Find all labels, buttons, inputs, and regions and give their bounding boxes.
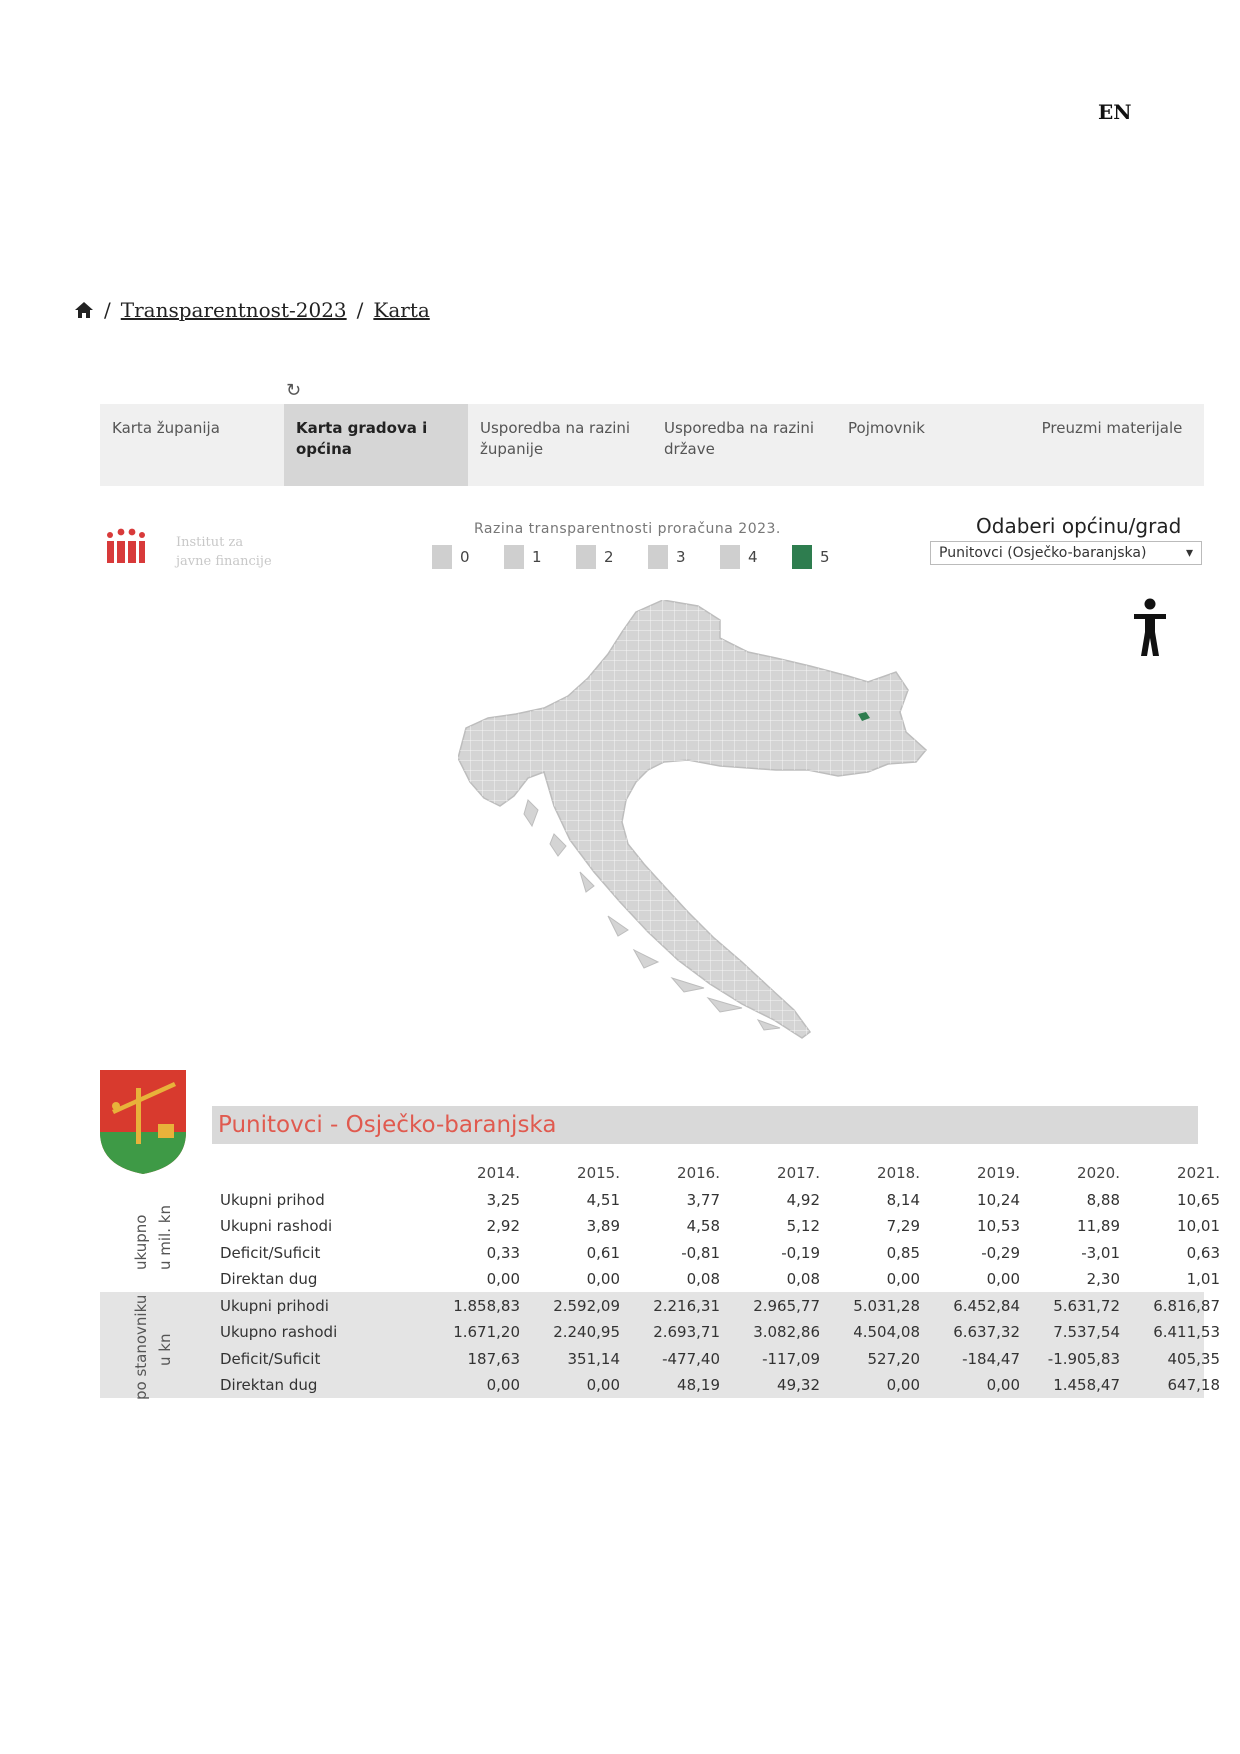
table-cell: 2.240,95 [553,1323,620,1342]
table-cell: 11,89 [1077,1217,1120,1236]
table-row [210,1240,1220,1267]
year-header: 2014. [477,1164,520,1183]
table-cell: 527,20 [867,1349,920,1368]
table-cell: 0,33 [486,1243,520,1262]
breadcrumb-link-transparentnost[interactable]: Transparentnost-2023 [120,298,347,322]
table-cell: 5.031,28 [853,1296,920,1315]
table-cell: 2.693,71 [653,1323,720,1342]
institute-name [176,533,272,571]
municipality-title: Punitovci - Osječko-baranjska [212,1106,1198,1144]
table-row [210,1187,1220,1214]
table-row [210,1266,1220,1293]
table-cell: 3.082,86 [753,1323,820,1342]
legend-label: 4 [748,548,758,566]
legend [432,545,864,569]
table-cell: 4,92 [786,1190,820,1209]
table-cell: 0,85 [886,1243,920,1262]
legend-item-4[interactable] [720,545,792,569]
year-header: 2016. [677,1164,720,1183]
table-cell: 6.637,32 [953,1323,1020,1342]
row-label: Ukupni rashodi [220,1217,333,1236]
coat-of-arms [100,1070,186,1174]
tab-karta-zupanija[interactable]: Karta županija [112,419,220,437]
legend-item-1[interactable] [504,545,576,569]
table-header-row [210,1160,1220,1187]
table-cell: 7.537,54 [1053,1323,1120,1342]
legend-swatch [792,545,812,569]
accessibility-icon[interactable] [1132,598,1168,658]
table-cell: 3,89 [586,1217,620,1236]
table-cell: 2.216,31 [653,1296,720,1315]
table-cell: 405,35 [1167,1349,1220,1368]
legend-swatch [576,545,596,569]
breadcrumb [74,298,430,322]
table-cell: 10,01 [1177,1217,1220,1236]
table-cell: 0,00 [886,1270,920,1289]
table-cell: 10,24 [977,1190,1020,1209]
table-cell: 49,32 [777,1376,820,1395]
year-header: 2021. [1177,1164,1220,1183]
municipality-select-value: Punitovci (Osječko-baranjska) [939,545,1147,561]
table-cell: 5,12 [786,1217,820,1236]
table-cell: 2,30 [1086,1270,1120,1289]
row-label: Ukupno rashodi [220,1323,338,1342]
table-cell: 10,53 [977,1217,1020,1236]
table-cell: 6.411,53 [1153,1323,1220,1342]
row-label: Direktan dug [220,1270,318,1289]
language-switch[interactable]: EN [1098,100,1132,124]
table-cell: 2.592,09 [553,1296,620,1315]
legend-label: 2 [604,548,614,566]
croatia-map[interactable] [458,600,948,1080]
selector-title: Odaberi općinu/grad [976,514,1182,538]
legend-label: 0 [460,548,470,566]
table-cell: 4,58 [686,1217,720,1236]
breadcrumb-separator: / [356,298,364,322]
table-cell: -477,40 [662,1349,720,1368]
table-cell: 2.965,77 [753,1296,820,1315]
year-header: 2019. [977,1164,1020,1183]
table-cell: 7,29 [886,1217,920,1236]
legend-item-5[interactable] [792,545,864,569]
breadcrumb-link-karta[interactable]: Karta [373,298,430,322]
table-cell: 8,88 [1086,1190,1120,1209]
year-header: 2018. [877,1164,920,1183]
table-cell: 4.504,08 [853,1323,920,1342]
table-cell: -1.905,83 [1047,1349,1120,1368]
year-header: 2017. [777,1164,820,1183]
table-cell: 0,00 [586,1270,620,1289]
legend-swatch [720,545,740,569]
table-cell: 0,08 [786,1270,820,1289]
legend-swatch [432,545,452,569]
legend-label: 3 [676,548,686,566]
legend-swatch [504,545,524,569]
row-label: Direktan dug [220,1376,318,1395]
home-icon[interactable] [74,301,94,319]
tab-bar [100,404,1204,486]
row-label: Deficit/Suficit [220,1349,321,1368]
institute-logo [106,528,146,568]
row-label: Ukupni prihodi [220,1296,329,1315]
table-cell: 10,65 [1177,1190,1220,1209]
municipality-select[interactable] [930,541,1202,565]
year-header: 2020. [1077,1164,1120,1183]
table-cell: 8,14 [886,1190,920,1209]
tab-pojmovnik[interactable]: Pojmovnik [848,419,925,437]
table-cell: 647,18 [1167,1376,1220,1395]
table-cell: 1.458,47 [1053,1376,1120,1395]
table-cell: -117,09 [762,1349,820,1368]
financial-table [210,1160,1220,1399]
table-cell: -0,81 [681,1243,720,1262]
table-cell: 1.858,83 [453,1296,520,1315]
table-cell: 0,00 [586,1376,620,1395]
tab-karta-gradova[interactable]: Karta gradova i općina [284,404,468,486]
institute-name-line1: Institut za [176,535,244,550]
table-row [210,1213,1220,1240]
table-cell: 0,00 [486,1376,520,1395]
legend-item-0[interactable] [432,545,504,569]
year-header: 2015. [577,1164,620,1183]
legend-swatch [648,545,668,569]
tab-usporedba-zupanije[interactable]: Usporedba na razini županije [480,419,631,458]
table-cell: 2,92 [486,1217,520,1236]
table-row [210,1372,1220,1399]
table-cell: 48,19 [677,1376,720,1395]
table-cell: 1.671,20 [453,1323,520,1342]
chevron-down-icon: ▾ [1185,545,1193,561]
legend-label: 5 [820,548,830,566]
table-cell: -0,19 [781,1243,820,1262]
table-row [210,1293,1220,1320]
table-cell: 0,00 [986,1376,1020,1395]
table-cell: 187,63 [467,1349,520,1368]
table-cell: 6.452,84 [953,1296,1020,1315]
refresh-icon[interactable]: ↻ [286,380,302,401]
table-cell: -0,29 [981,1243,1020,1262]
table-cell: 0,00 [486,1270,520,1289]
group-label-kn: u kn [156,1333,174,1366]
table-cell: -184,47 [962,1349,1020,1368]
table-cell: 0,00 [986,1270,1020,1289]
table-row [210,1346,1220,1373]
tab-usporedba-drzave[interactable]: Usporedba na razini države [664,419,815,458]
legend-item-2[interactable] [576,545,648,569]
table-cell: 3,25 [486,1190,520,1209]
legend-item-3[interactable] [648,545,720,569]
table-cell: 3,77 [686,1190,720,1209]
legend-title: Razina transparentnosti proračuna 2023. [474,521,781,537]
row-label: Ukupni prihod [220,1190,325,1209]
table-cell: 1,01 [1186,1270,1220,1289]
table-cell: 0,08 [686,1270,720,1289]
table-cell: 0,00 [886,1376,920,1395]
group-label-ukupno: ukupno [132,1214,150,1270]
table-header-blank [210,1160,420,1187]
table-cell: 0,61 [586,1243,620,1262]
table-cell: 351,14 [567,1349,620,1368]
table-cell: 6.816,87 [1153,1296,1220,1315]
table-cell: -3,01 [1081,1243,1120,1262]
legend-label: 1 [532,548,542,566]
table-row [210,1319,1220,1346]
table-cell: 4,51 [586,1190,620,1209]
table-cell: 5.631,72 [1053,1296,1120,1315]
table-cell: 0,63 [1186,1243,1220,1262]
institute-name-line2: javne financije [176,554,272,569]
group-label-po-stanovniku: po stanovniku [132,1294,150,1400]
group-label-mil-kn: u mil. kn [156,1205,174,1270]
breadcrumb-separator: / [104,298,111,322]
tab-preuzmi-materijale[interactable]: Preuzmi materijale [1041,419,1183,437]
row-label: Deficit/Suficit [220,1243,321,1262]
